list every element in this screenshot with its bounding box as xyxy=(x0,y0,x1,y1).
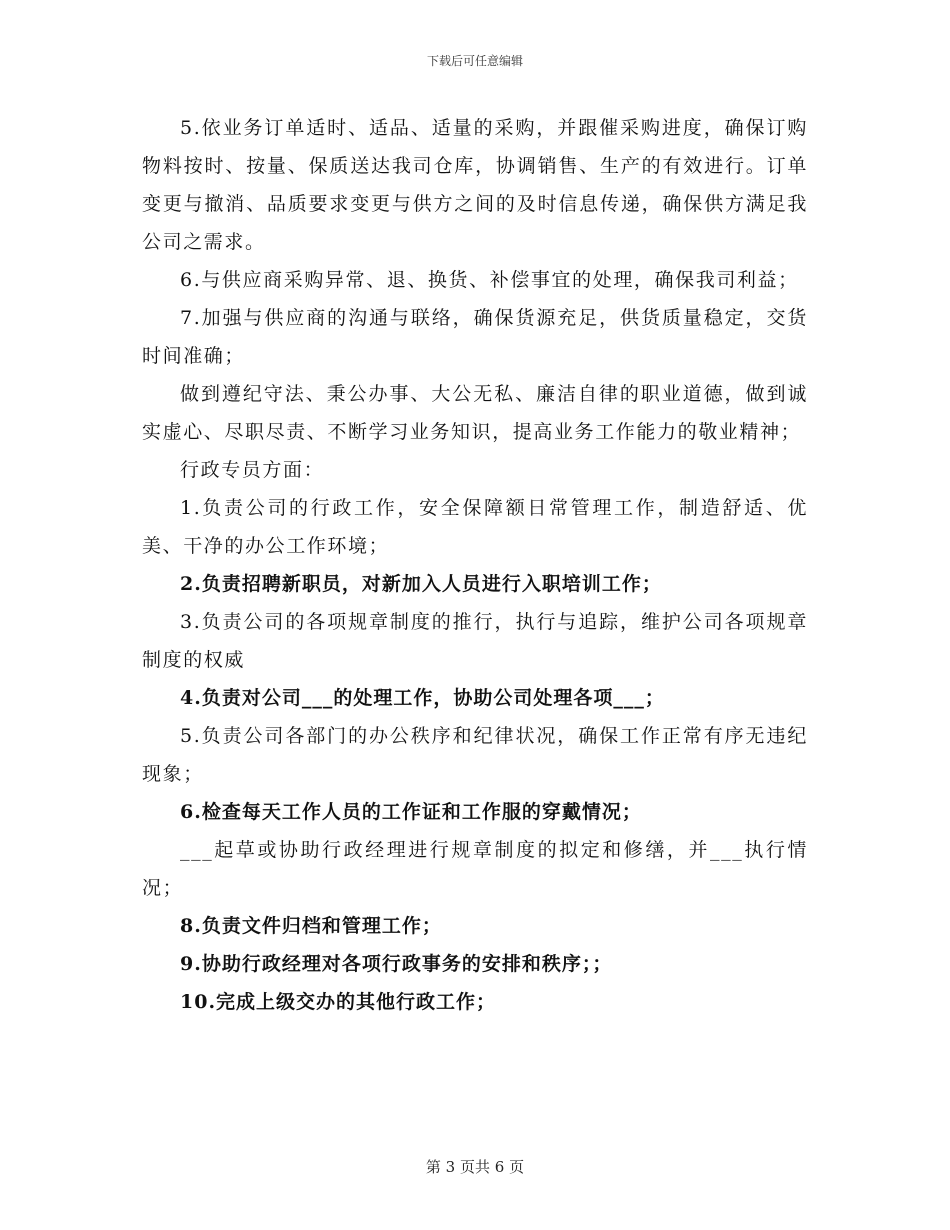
paragraph-11: 6.检查每天工作人员的工作证和工作服的穿戴情况； xyxy=(180,801,642,823)
paragraph-8: 3.负责公司的各项规章制度的推行，执行与追踪，维护公司各项规章制度的权威 xyxy=(142,611,808,671)
paragraph-3: 7.加强与供应商的沟通与联络，确保货源充足，供货质量稳定，交货时间准确； xyxy=(142,307,808,367)
paragraph-4: 做到遵纪守法、秉公办事、大公无私、廉洁自律的职业道德，做到诚实虚心、尽职尽责、不断学习业务知识，提高业务工作能力的敬业精神； xyxy=(142,383,808,443)
paragraph-10: 5.负责公司各部门的办公秩序和纪律状况，确保工作正常有序无违纪现象； xyxy=(142,725,808,785)
paragraph-14: 9.协助行政经理对各项行政事务的安排和秩序；； xyxy=(180,953,613,975)
paragraph-12: ___起草或协助行政经理进行规章制度的拟定和修缮，并___执行情况； xyxy=(142,839,808,899)
page-header: 下载后可任意编辑 xyxy=(426,54,523,68)
paragraph-15: 10.完成上级交办的其他行政工作； xyxy=(180,991,497,1013)
paragraph-7: 2.负责招聘新职员，对新加入人员进行入职培训工作； xyxy=(180,573,662,595)
paragraph-6: 1.负责公司的行政工作，安全保障额日常管理工作，制造舒适、优美、干净的办公工作环境； xyxy=(142,497,808,557)
paragraph-9: 4.负责对公司___的处理工作，协助公司处理各项___； xyxy=(180,687,665,709)
paragraph-1: 5.依业务订单适时、适品、适量的采购，并跟催采购进度，确保订购物料按时、按量、保质送达我司仓库，协调销售、生产的有效进行。订单变更与撤消、品质要求变更与供方之间的及时信息传递，确保供方满足我公司之需求。 xyxy=(142,117,808,253)
page-footer: 第 3 页共 6 页 xyxy=(425,1158,525,1176)
paragraph-13: 8.负责文件归档和管理工作； xyxy=(180,915,442,937)
paragraph-2: 6.与供应商采购异常、退、换货、补偿事宜的处理，确保我司利益； xyxy=(180,269,799,291)
document-body xyxy=(142,109,808,1021)
section-heading: 行政专员方面： xyxy=(180,459,325,481)
